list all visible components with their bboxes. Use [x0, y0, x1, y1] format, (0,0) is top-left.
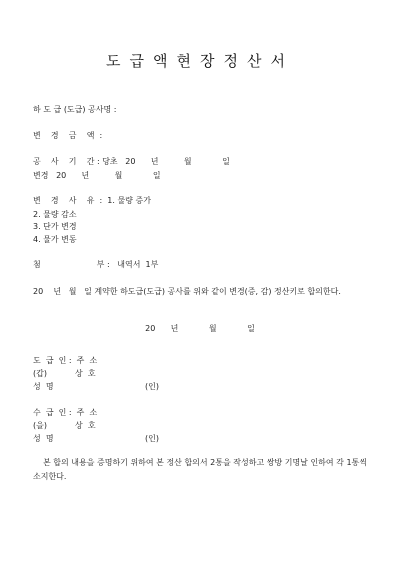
contractor-party-label: (갑)	[33, 369, 47, 378]
contract-amount-line: 변 경 금 액 :	[33, 131, 103, 140]
subcontractor-seal: (인)	[145, 434, 159, 443]
contractor-address-line: 도 급 인 : 주 소	[33, 356, 98, 365]
subcontractor-party-label: (을)	[33, 421, 47, 430]
change-reason-item-4: 4. 물가 변동	[33, 235, 77, 244]
closing-paragraph: 본 합의 내용을 증명하기 위하여 본 정산 합의서 2통을 작성하고 쌍방 기명날 인하여 각 1통씩 소지한다.	[33, 458, 367, 481]
change-reason-item-2: 2. 물량 감소	[33, 210, 77, 219]
project-name-line: 하 도 급 (도급) 공사명 :	[33, 105, 117, 114]
agreement-date-line: 20 년 월 일	[145, 324, 255, 333]
subcontractor-company-label: 상 호	[75, 421, 96, 430]
agreement-statement: 20 년 월 일 계약한 하도급(도급) 공사를 위와 같이 변경(증, 감) 정산키로 합의한다.	[33, 287, 341, 296]
contractor-company-label: 상 호	[75, 369, 96, 378]
contractor-name-label: 성 명	[33, 382, 54, 391]
contractor-seal: (인)	[145, 382, 159, 391]
attachment-line: 첨 부 : 내역서 1부	[33, 260, 159, 269]
subcontractor-name-label: 성 명	[33, 434, 54, 443]
period-line-original: 공 사 기 간 : 당초 20 년 월 일	[33, 157, 230, 166]
period-line-changed: 변경 20 년 월 일	[33, 171, 161, 180]
change-reason-line: 변 경 사 유 : 1. 물량 증가	[33, 196, 151, 205]
document-title: 도급액현장정산서	[106, 52, 294, 70]
subcontractor-address-line: 수 급 인 : 주 소	[33, 408, 98, 417]
change-reason-item-3: 3. 단가 변경	[33, 222, 77, 231]
